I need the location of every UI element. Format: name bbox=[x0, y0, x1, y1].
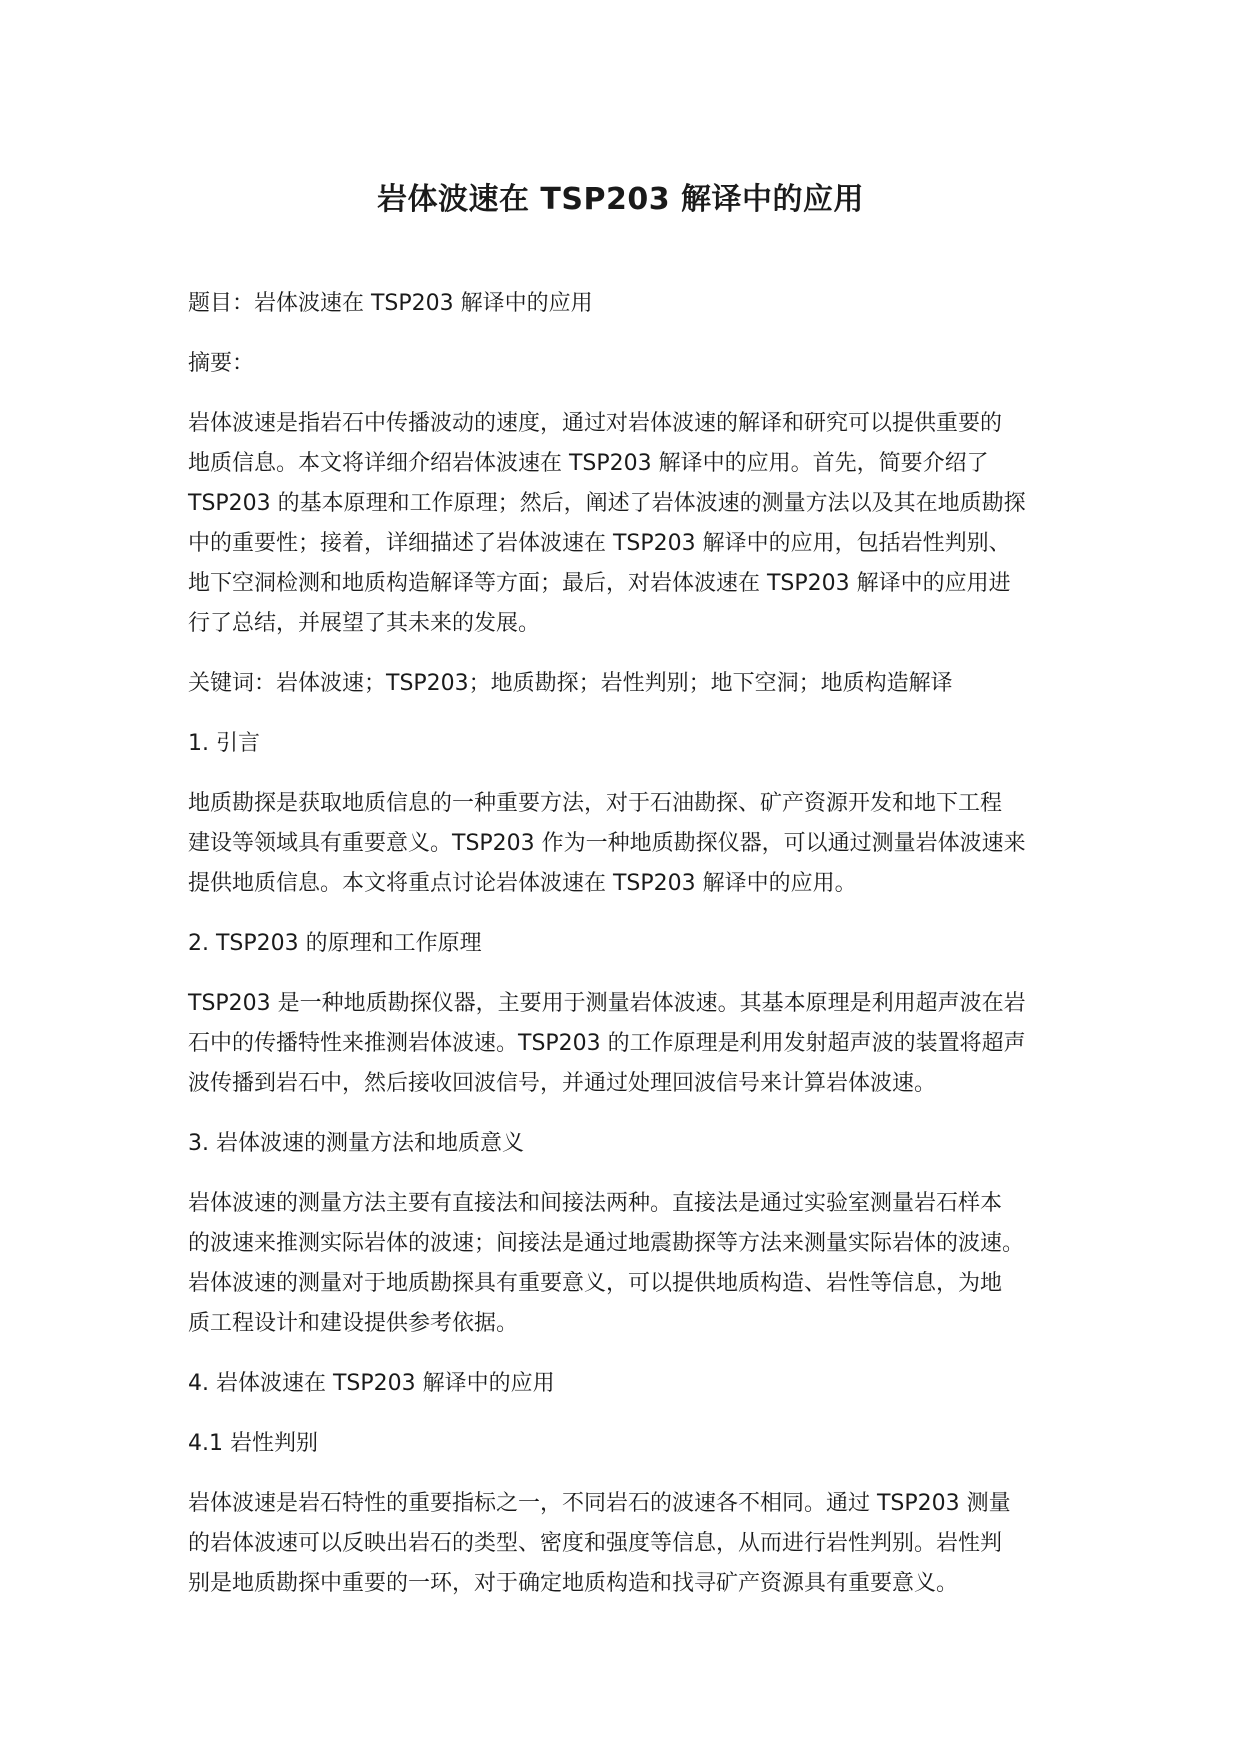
abstract-line: 中的重要性；接着，详细描述了岩体波速在 TSP203 解译中的应用，包括岩性判别、 bbox=[188, 531, 1011, 556]
introduction-paragraph bbox=[188, 784, 1058, 904]
abstract-line: 岩体波速是指岩石中传播波动的速度，通过对岩体波速的解译和研究可以提供重要的 bbox=[188, 411, 1003, 436]
abstract-line: 地质信息。本文将详细介绍岩体波速在 TSP203 解译中的应用。首先，简要介绍了 bbox=[188, 451, 989, 476]
abstract-line: 行了总结，并展望了其未来的发展。 bbox=[188, 611, 541, 636]
document-body bbox=[188, 284, 1058, 1624]
abstract-label: 摘要： bbox=[188, 351, 255, 376]
section-heading-measurement: 3. 岩体波速的测量方法和地质意义 bbox=[188, 1131, 524, 1156]
paragraph-line: 建设等领域具有重要意义。TSP203 作为一种地质勘探仪器，可以通过测量岩体波速来 bbox=[188, 831, 1026, 856]
lithology-paragraph bbox=[188, 1484, 1058, 1604]
section-heading-application: 4. 岩体波速在 TSP203 解译中的应用 bbox=[188, 1371, 555, 1396]
subject-line: 题目：岩体波速在 TSP203 解译中的应用 bbox=[188, 291, 593, 316]
subsection-heading-lithology: 4.1 岩性判别 bbox=[188, 1431, 318, 1456]
paragraph-line: 地质勘探是获取地质信息的一种重要方法，对于石油勘探、矿产资源开发和地下工程 bbox=[188, 791, 1003, 816]
measurement-paragraph bbox=[188, 1184, 1058, 1344]
paragraph-line: 岩体波速的测量方法主要有直接法和间接法两种。直接法是通过实验室测量岩石样本 bbox=[188, 1191, 1003, 1216]
paragraph-line: 质工程设计和建设提供参考依据。 bbox=[188, 1311, 519, 1336]
paragraph-line: 提供地质信息。本文将重点讨论岩体波速在 TSP203 解译中的应用。 bbox=[188, 871, 857, 896]
paragraph-line: 的岩体波速可以反映出岩石的类型、密度和强度等信息，从而进行岩性判别。岩性判 bbox=[188, 1531, 1003, 1556]
paragraph-line: 波传播到岩石中，然后接收回波信号，并通过处理回波信号来计算岩体波速。 bbox=[188, 1071, 937, 1096]
paragraph-line: 的波速来推测实际岩体的波速；间接法是通过地震勘探等方法来测量实际岩体的波速。 bbox=[188, 1231, 1025, 1256]
paragraph-line: 别是地质勘探中重要的一环，对于确定地质构造和找寻矿产资源具有重要意义。 bbox=[188, 1571, 959, 1596]
keywords-line: 关键词：岩体波速；TSP203；地质勘探；岩性判别；地下空洞；地质构造解译 bbox=[188, 671, 953, 696]
paragraph-line: 石中的传播特性来推测岩体波速。TSP203 的工作原理是利用发射超声波的装置将超声 bbox=[188, 1031, 1026, 1056]
document-title: 岩体波速在 TSP203 解译中的应用 bbox=[376, 182, 865, 217]
abstract-line: TSP203 的基本原理和工作原理；然后，阐述了岩体波速的测量方法以及其在地质勘探 bbox=[188, 491, 1026, 516]
section-heading-introduction: 1. 引言 bbox=[188, 731, 260, 756]
paragraph-line: 岩体波速的测量对于地质勘探具有重要意义，可以提供地质构造、岩性等信息，为地 bbox=[188, 1271, 1003, 1296]
section-heading-principle: 2. TSP203 的原理和工作原理 bbox=[188, 931, 482, 956]
abstract-line: 地下空洞检测和地质构造解译等方面；最后，对岩体波速在 TSP203 解译中的应用进 bbox=[188, 571, 1011, 596]
abstract-paragraph bbox=[188, 404, 1058, 644]
paragraph-line: TSP203 是一种地质勘探仪器，主要用于测量岩体波速。其基本原理是利用超声波在岩 bbox=[188, 991, 1026, 1016]
paragraph-line: 岩体波速是岩石特性的重要指标之一，不同岩石的波速各不相同。通过 TSP203 测量 bbox=[188, 1491, 1011, 1516]
principle-paragraph bbox=[188, 984, 1058, 1104]
